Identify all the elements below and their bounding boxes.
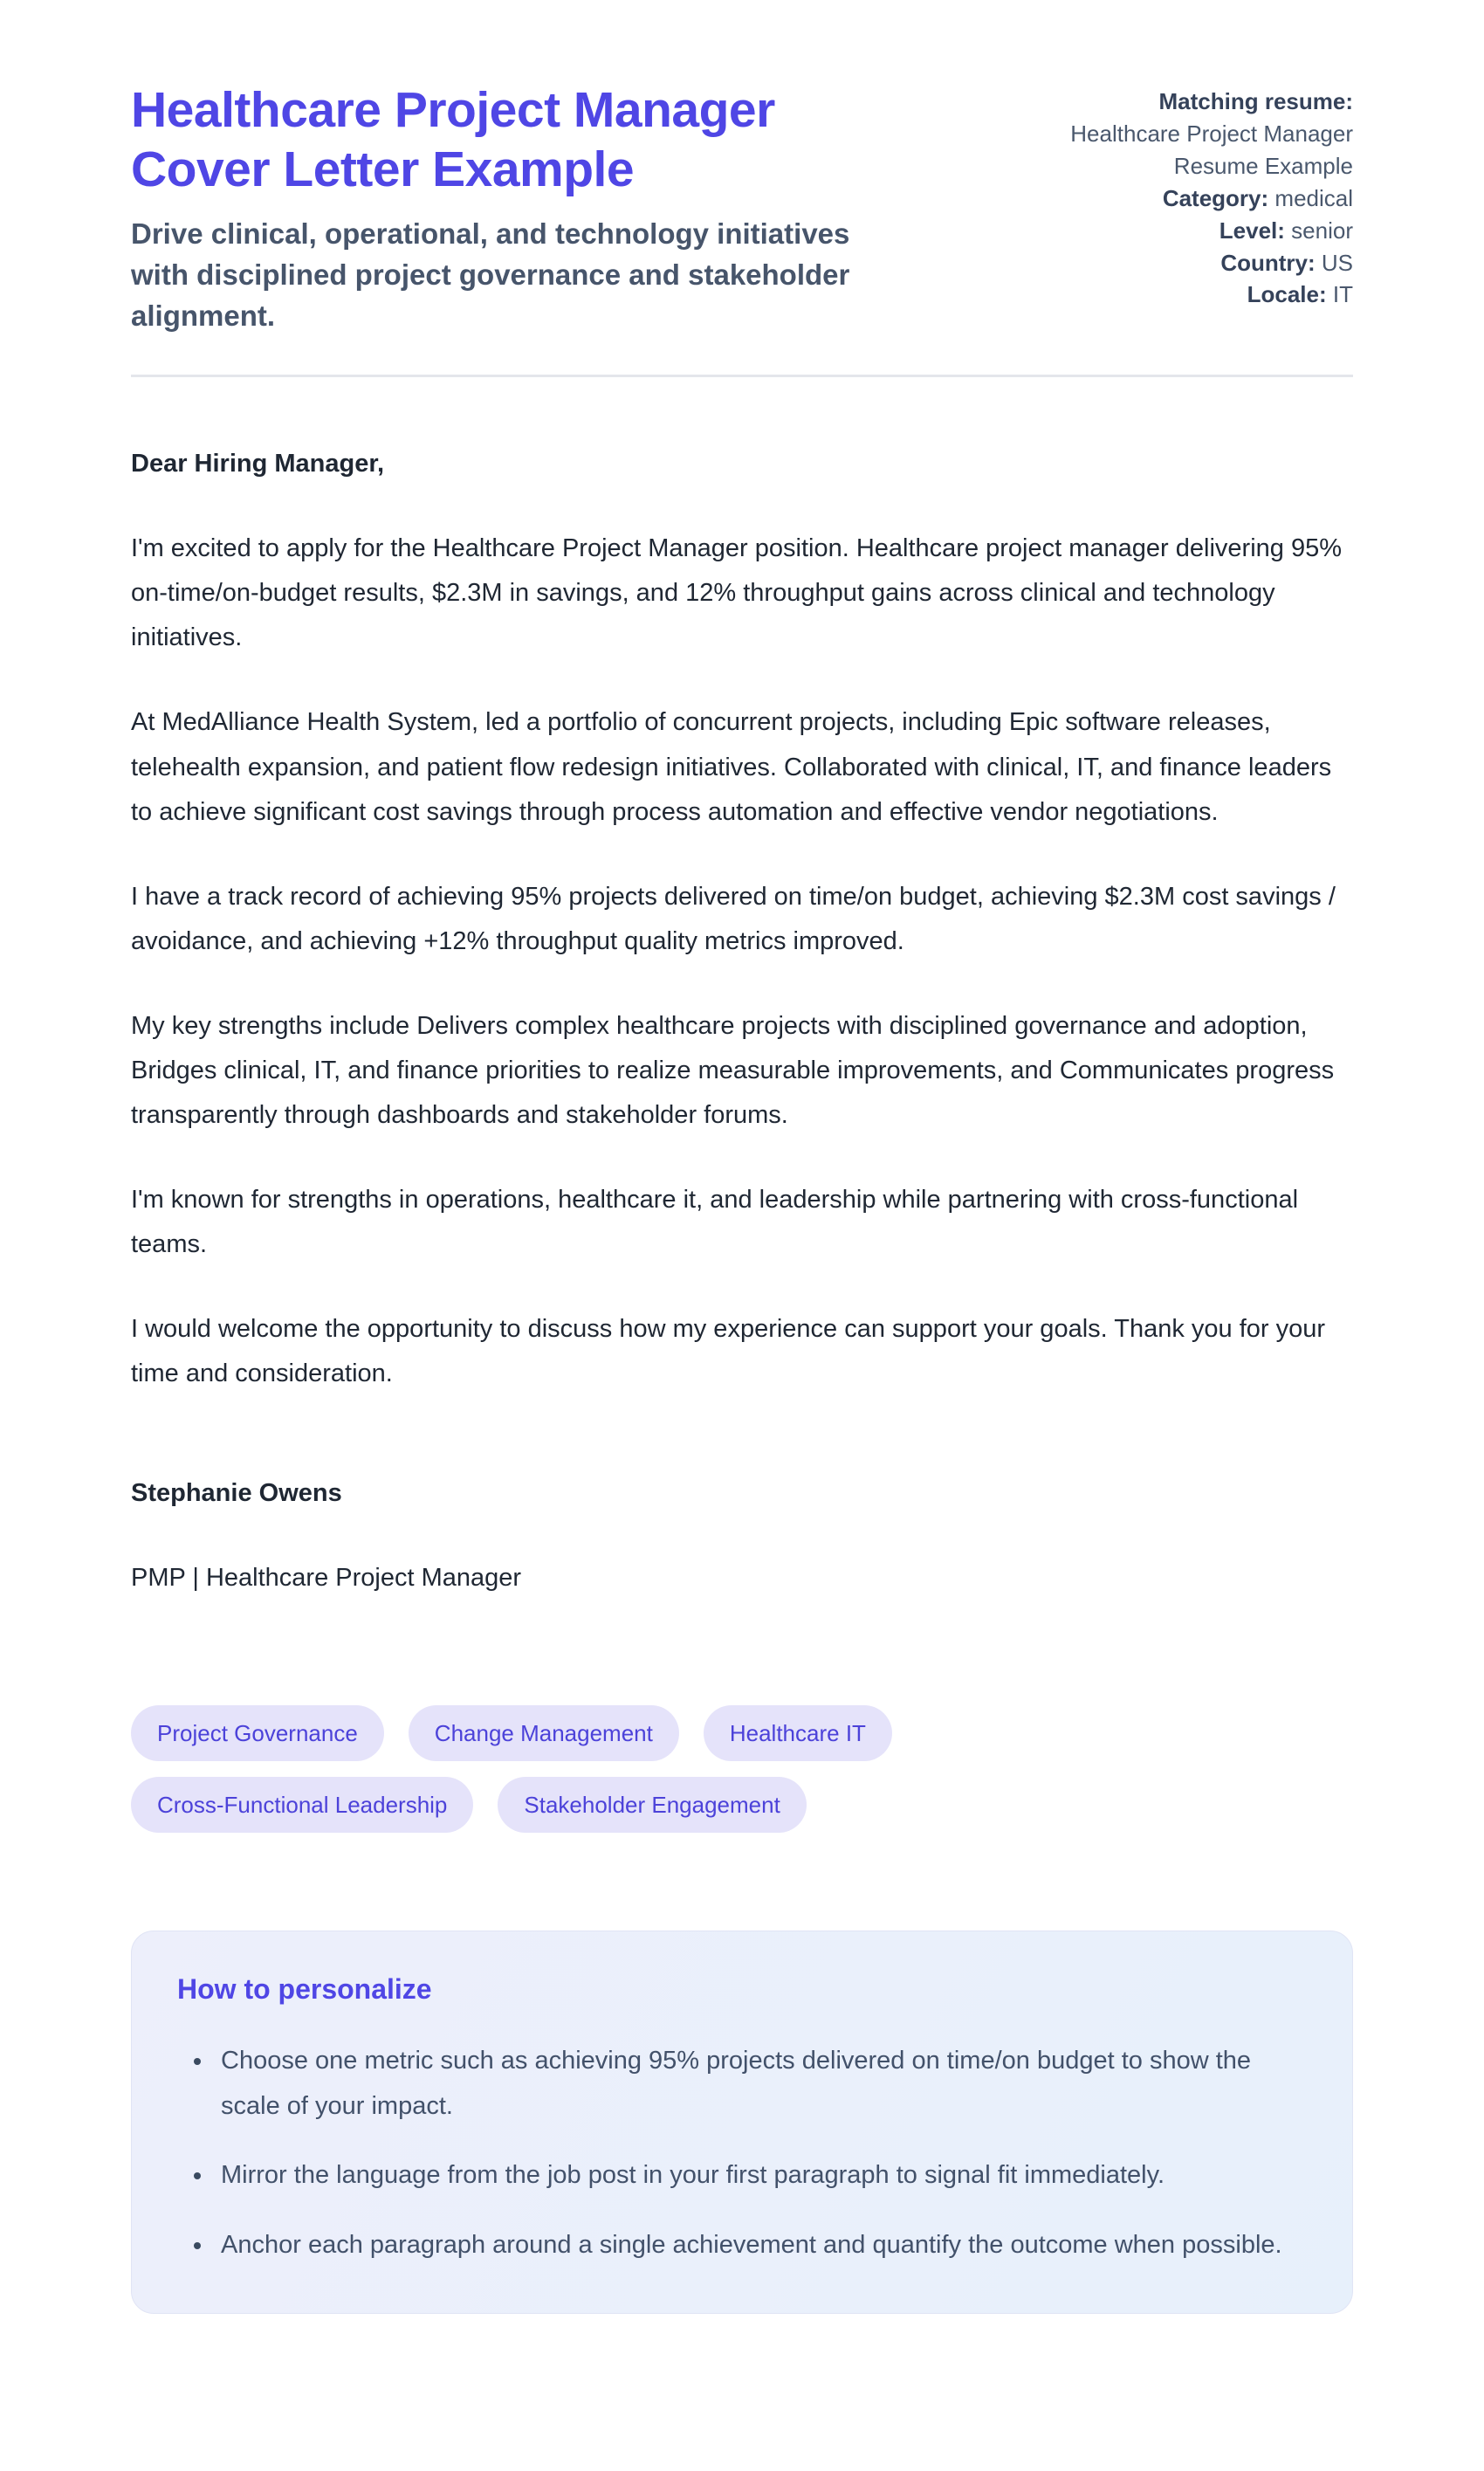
matching-resume-value: Healthcare Project Manager Resume Example xyxy=(1070,120,1353,179)
meta-country-label: Country: xyxy=(1220,249,1316,276)
meta-country-row xyxy=(1017,247,1353,279)
page-subtitle: Drive clinical, operational, and technology initiatives with disciplined project governance and stakeholder alignment. xyxy=(131,217,850,332)
meta-level-label: Level: xyxy=(1219,217,1285,244)
letter-paragraph-4: My key strengths include Delivers complex healthcare projects with disciplined governance and adoption, Bridges clinical, IT, and finance priorities to realize measurable improvements, and Communicates progress transparently through dashboards and stakeholder forums. xyxy=(131,1011,1335,1129)
signature-name: Stephanie Owens xyxy=(131,1478,342,1507)
page-header xyxy=(131,80,1353,377)
letter-paragraph-1: I'm excited to apply for the Healthcare Project Manager position. Healthcare project manager delivering 95% on-time/on-budget results, $2.3M in savings, and 12% throughput gains across clinical and technology initiatives. xyxy=(131,534,1342,652)
personalize-title: How to personalize xyxy=(177,1972,432,2005)
signature-title: PMP | Healthcare Project Manager xyxy=(131,1563,522,1592)
salutation: Dear Hiring Manager, xyxy=(131,450,385,478)
page-title: Healthcare Project Manager Cover Letter Example xyxy=(131,82,775,198)
meta-level-row xyxy=(1017,215,1353,247)
letter-paragraph-5: I'm known for strengths in operations, healthcare it, and leadership while partnering with cross-functional teams. xyxy=(131,1185,1299,1258)
skill-tag-change-management[interactable]: Change Management xyxy=(409,1705,679,1761)
header-title-block xyxy=(131,80,899,336)
meta-locale-label: Locale: xyxy=(1247,281,1327,308)
meta-category-value: medical xyxy=(1274,184,1353,211)
meta-category-label: Category: xyxy=(1162,184,1269,211)
meta-level-value: senior xyxy=(1291,217,1353,244)
letter-paragraph-3: I have a track record of achieving 95% projects delivered on time/on budget, achieving $2.3M cost savings / avoidance, and achieving +12% throughput quality metrics improved. xyxy=(131,882,1336,955)
skill-tag-stakeholder-engagement[interactable]: Stakeholder Engagement xyxy=(498,1777,806,1833)
letter-paragraph-2: At MedAlliance Health System, led a portfolio of concurrent projects, including Epic software releases, telehealth expansion, and patient flow redesign initiatives. Collaborated with clinical, IT, and finance leaders to achieve significant cost savings through process automation and effective vendor negotiations. xyxy=(131,708,1332,826)
skill-tag-healthcare-it[interactable]: Healthcare IT xyxy=(704,1705,892,1761)
letter-body xyxy=(131,442,1353,1600)
meta-category-row xyxy=(1017,182,1353,215)
personalize-list xyxy=(177,2039,1307,2268)
letter-paragraph-6: I would welcome the opportunity to discuss how my experience can support your goals. Thank you for your time and consideration. xyxy=(131,1314,1326,1387)
skill-tag-project-governance[interactable]: Project Governance xyxy=(131,1705,384,1761)
meta-locale-value: IT xyxy=(1332,281,1353,308)
personalize-box xyxy=(131,1931,1353,2314)
tip-item-2: • Mirror the language from the job post in your first paragraph to signal fit immediately. xyxy=(214,2153,1307,2199)
skill-tags xyxy=(131,1705,1257,1833)
signature-block xyxy=(131,1471,1353,1600)
tip-item-3: • Anchor each paragraph around a single achievement and quantify the outcome when possible. xyxy=(214,2223,1307,2268)
tip-item-1: • Choose one metric such as achieving 95% projects delivered on time/on budget to show the scale of your impact. xyxy=(214,2039,1307,2129)
resume-meta-block xyxy=(1017,80,1353,311)
matching-resume-label: Matching resume: xyxy=(1158,88,1353,114)
skill-tag-cross-functional-leadership[interactable]: Cross-Functional Leadership xyxy=(131,1777,473,1833)
meta-locale-row xyxy=(1017,279,1353,311)
meta-country-value: US xyxy=(1321,249,1353,276)
